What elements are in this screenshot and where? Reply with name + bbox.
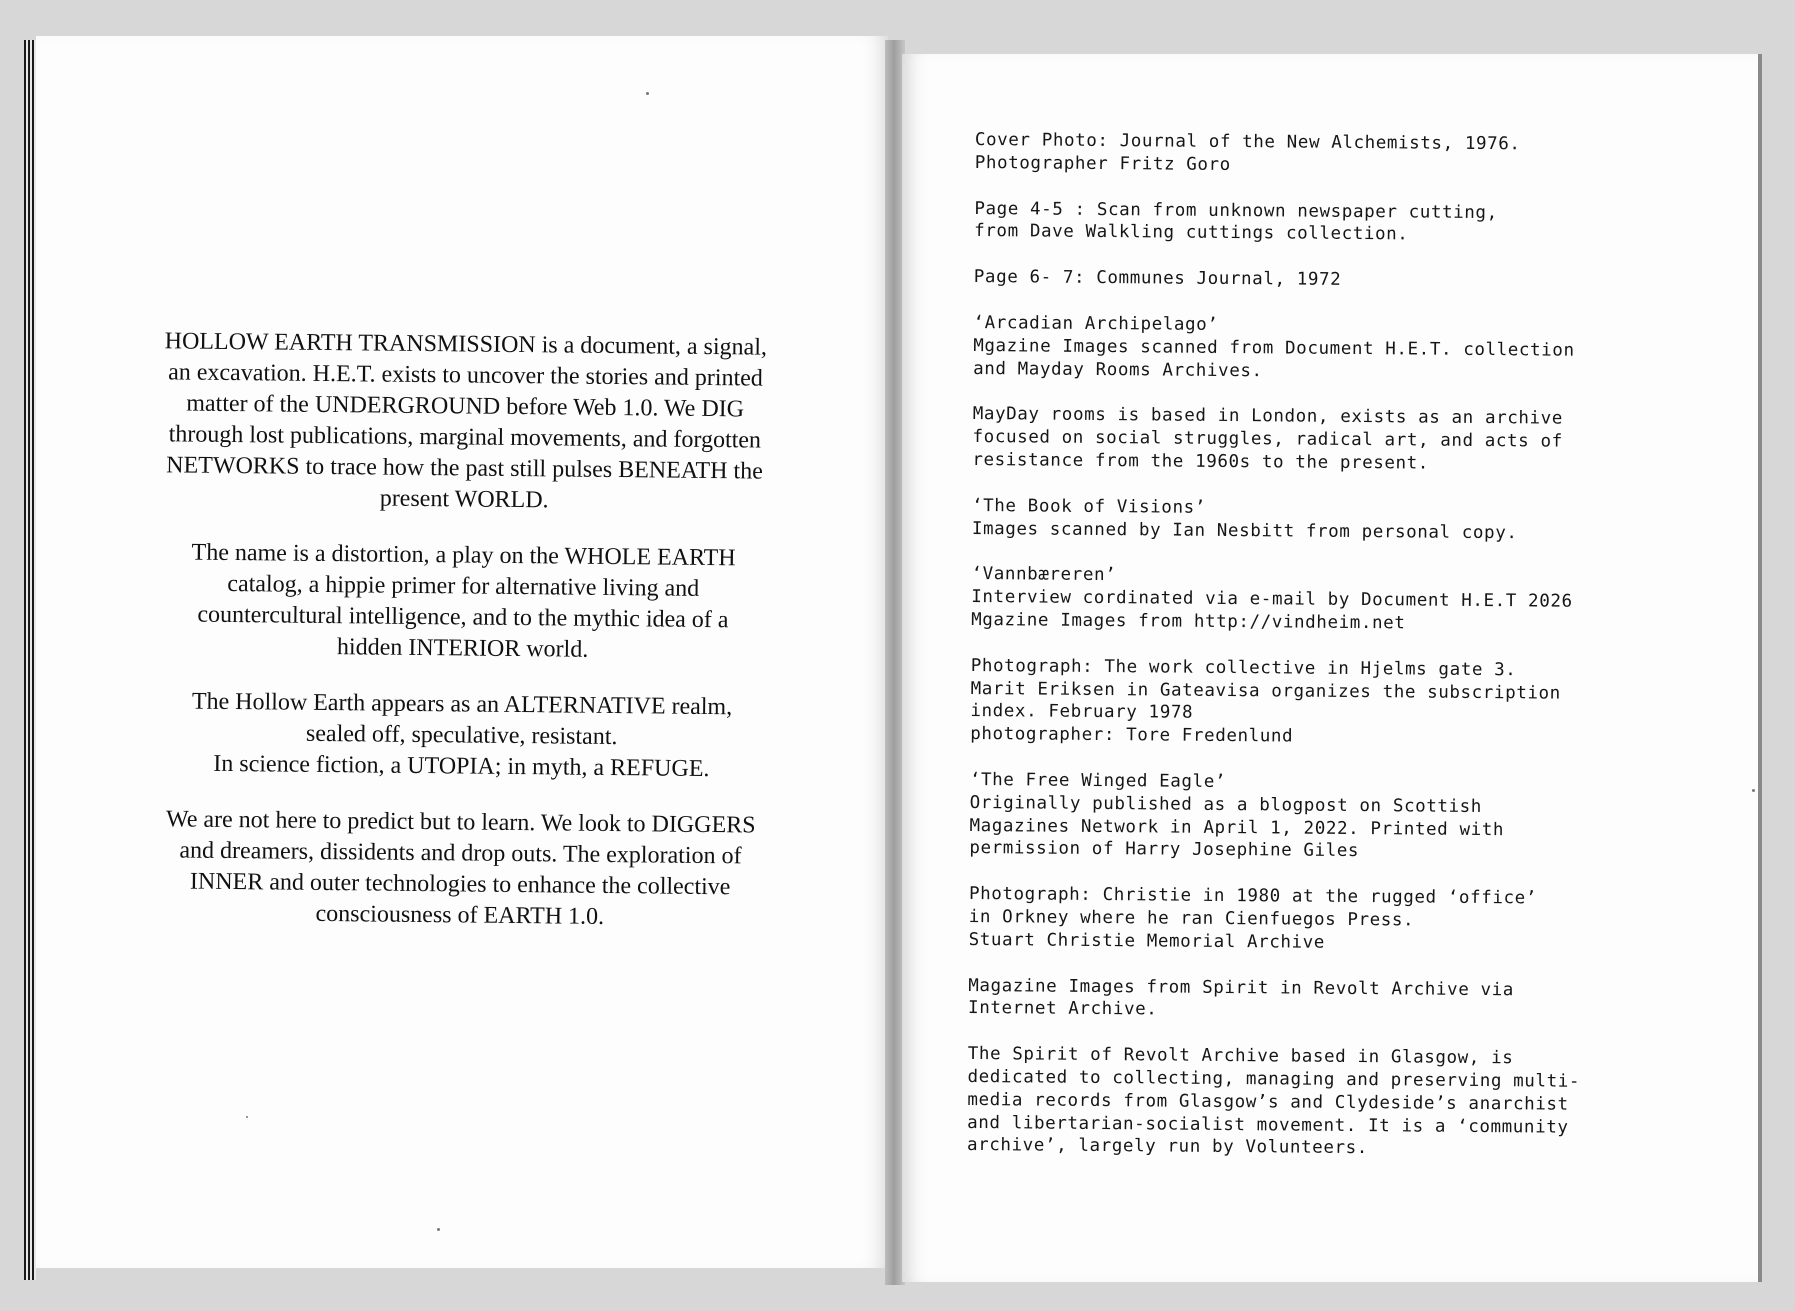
credit-entry: ‘The Book of Visions’ Images scanned by Ian Nesbitt from personal copy.: [971, 495, 1518, 543]
intro-paragraph: The Hollow Earth appears as an ALTERNATIVE realm, sealed off, speculative, resistant. In science fiction, a UTOPIA; in myth, a REFUGE.: [191, 688, 733, 783]
paper-speck: [246, 1116, 248, 1118]
paper-speck: [646, 92, 649, 95]
intro-text: [129, 326, 796, 960]
intro-paragraph: HOLLOW EARTH TRANSMISSION is a document, a signal, an excavation. H.E.T. exists to uncover the stories and printed matter of the UNDERGROUND before Web 1.0. We DIG through lost publications, marginal movements, and forgotten NETWORKS to trace how the past still pulses BENEATH the present WORLD.: [164, 328, 768, 514]
credit-entry: Photograph: The work collective in Hjelms gate 3. Marit Eriksen in Gateavisa organizes the subscription index. February 1978 photographer: Tore Fredenlund: [970, 655, 1561, 747]
intro-paragraph: We are not here to predict but to learn. We look to DIGGERS and dreamers, dissidents and drop outs. The exploration of INNER and outer technologies to enhance the collective consciousness of EARTH 1.0.: [165, 806, 756, 930]
credit-entry: MayDay rooms is based in London, exists as an archive focused on social struggles, radical art, and acts of resistance from the 1960s to the present.: [972, 404, 1564, 474]
credits-list: [967, 129, 1675, 1186]
credit-entry: ‘Arcadian Archipelago’ Mgazine Images scanned from Document H.E.T. collection and Mayday Rooms Archives.: [973, 312, 1575, 381]
paper-speck: [437, 1228, 440, 1231]
credit-entry: Cover Photo: Journal of the New Alchemists, 1976. Photographer Fritz Goro: [974, 129, 1521, 175]
credit-entry: The Spirit of Revolt Archive based in Glasgow, is dedicated to collecting, managing and preserving multi- media records from Glasgow’s and Clydeside’s anarchist and libertarian-socialist movement. It is a ‘community archive’, largely run by Volunteers.: [966, 1044, 1581, 1159]
credit-entry: Page 6- 7: Communes Journal, 1972: [973, 267, 1342, 291]
credit-entry: Page 4-5 : Scan from unknown newspaper cutting, from Dave Walkling cuttings collection.: [974, 198, 1498, 245]
credit-entry: ‘Vannbæreren’ Interview cordinated via e-mail by Document H.E.T 2026 Mgazine Images from http://vindheim.net: [971, 564, 1573, 634]
left-page: [36, 36, 888, 1268]
credit-entry: ‘The Free Winged Eagle’ Originally published as a blogpost on Scottish Magazines Network in April 1, 2022. Printed with permission of Harry Josephine Giles: [969, 769, 1505, 862]
credit-entry: Magazine Images from Spirit in Revolt Archive via Internet Archive.: [968, 975, 1515, 1020]
intro-paragraph: The name is a distortion, a play on the WHOLE EARTH catalog, a hippie primer for alternative living and countercultural intelligence, and to the mythic idea of a hidden INTERIOR world.: [191, 539, 736, 663]
paper-speck: [1752, 789, 1755, 792]
right-page: [902, 54, 1758, 1282]
credit-entry: Photograph: Christie in 1980 at the rugged ‘office’ in Orkney where he ran Cienfuegos Press. Stuart Christie Memorial Archive: [968, 884, 1537, 953]
